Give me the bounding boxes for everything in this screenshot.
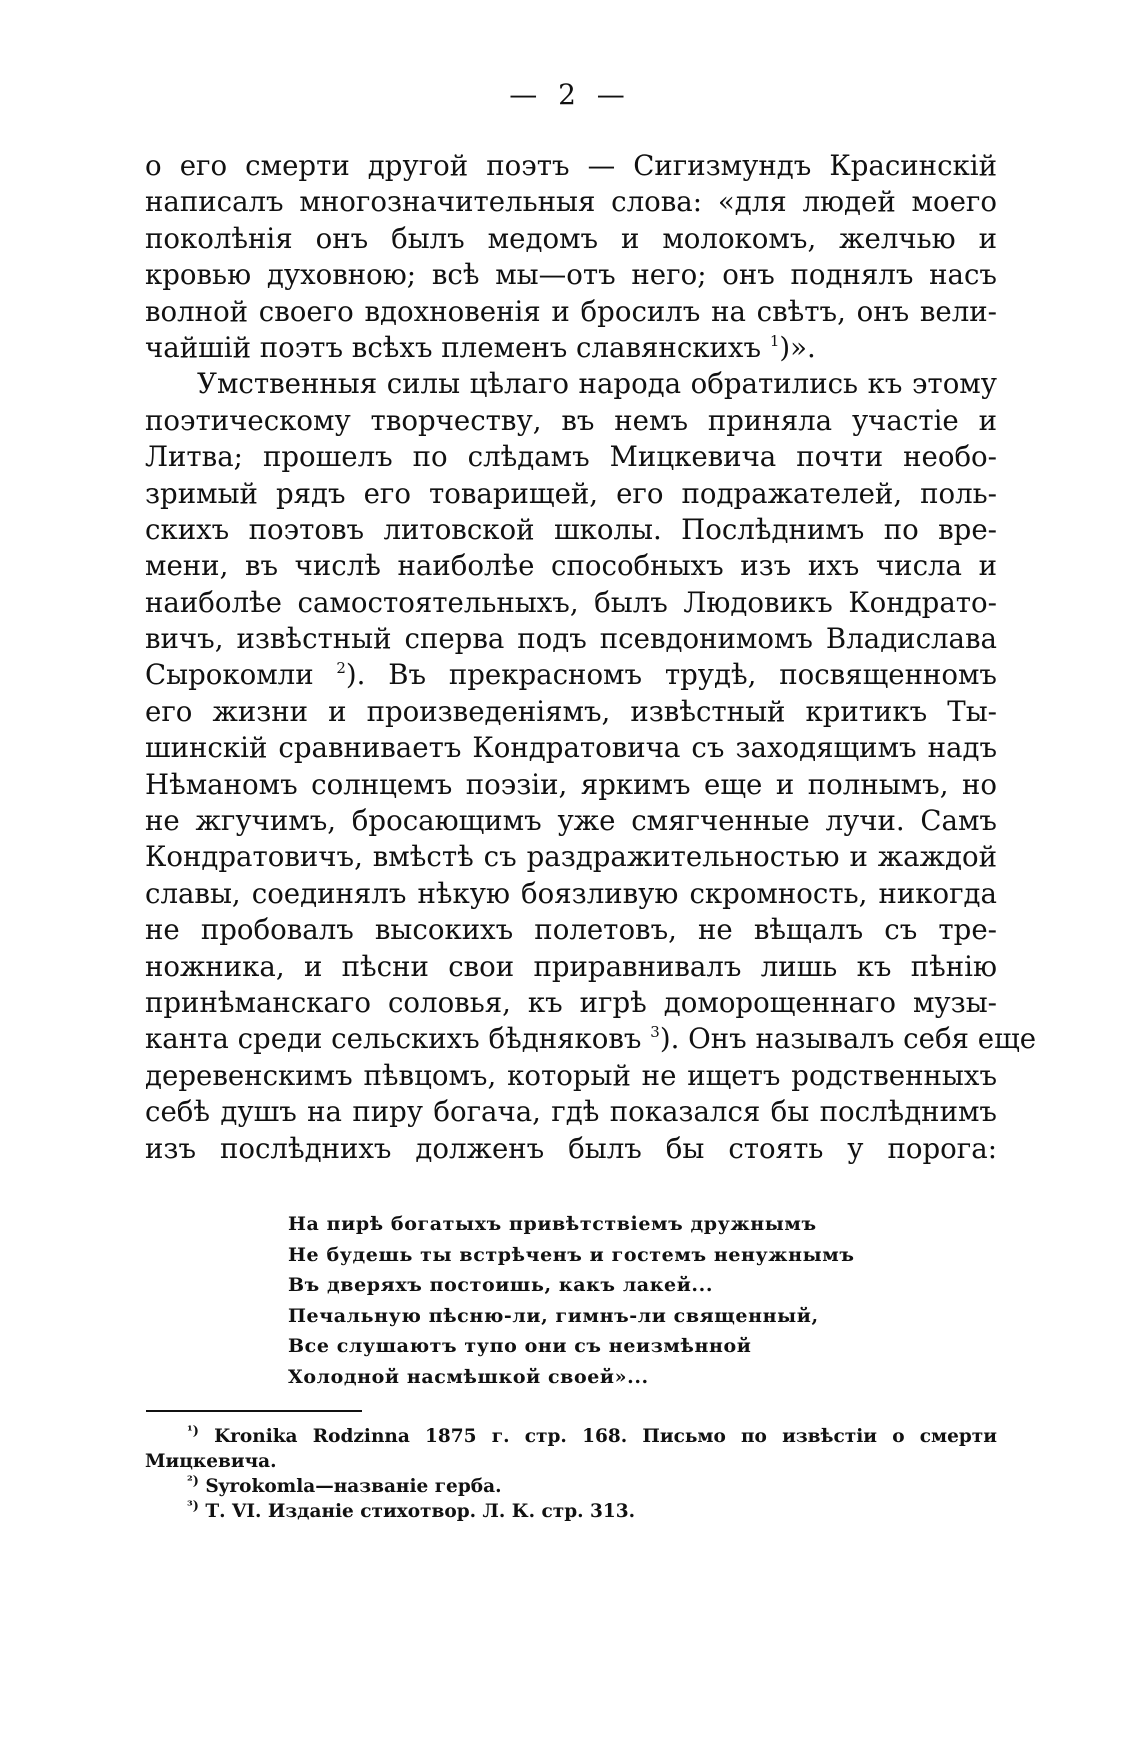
poem-line: Все слушаютъ тупо они съ неизмѣнной: [288, 1335, 752, 1357]
footnote-text: Т. VI. Изданіе стихотвор. Л. К. стр. 313.: [205, 1501, 636, 1522]
text-line: поэтическому творчеству, въ немъ приняла участіе и: [145, 403, 997, 437]
footnote-1: [145, 1424, 997, 1449]
footnote-divider: [146, 1410, 362, 1412]
footnote-2: [145, 1474, 997, 1499]
footnote-text: Kronika Rodzinna 1875 г. стр. 168. Письмо по извѣстіи о смерти: [214, 1426, 997, 1447]
poem-line: Печальную пѣсню-ли, гимнъ-ли священный,: [288, 1304, 819, 1327]
text-line: деревенскимъ пѣвцомъ, который не ищетъ родственныхъ: [145, 1058, 997, 1092]
poem-line: Въ дверяхъ постоишь, какъ лакей...: [288, 1274, 714, 1296]
footnote-mark: ³): [187, 1499, 199, 1514]
text-line: написалъ многозначительныя слова: «для людей моего: [145, 185, 997, 219]
text-line: кровью духовною; всѣ мы—отъ него; онъ поднялъ насъ: [145, 258, 997, 292]
footnote-mark: ¹): [187, 1424, 199, 1439]
text-fragment: канта среди сельскихъ бѣдняковъ: [145, 1022, 651, 1056]
footnote-reference: 2: [336, 659, 346, 678]
text-line: [145, 657, 997, 693]
text-line: о его смерти другой поэтъ — Сигизмундъ Красинскій: [145, 149, 997, 182]
footnote-reference: 3: [650, 1023, 660, 1042]
text-line: принѣманскаго соловья, къ игрѣ доморощеннаго музы-: [145, 985, 997, 1019]
footnote-mark: ²): [187, 1474, 199, 1489]
text-fragment: Сырокомли: [145, 658, 337, 692]
text-line: шинскій сравниваетъ Кондратовича съ заходящимъ надъ: [145, 731, 997, 765]
footnote-1-continued: Мицкевича.: [145, 1451, 277, 1472]
text-line: [145, 1021, 1037, 1057]
poem-quote: [288, 1209, 888, 1392]
text-line: Нѣманомъ солнцемъ поэзіи, яркимъ еще и полнымъ, но: [145, 767, 997, 801]
text-line: не пробовалъ высокихъ полетовъ, не вѣщалъ съ тре-: [145, 913, 997, 947]
text-line: ножника, и пѣсни свои приравнивалъ лишь къ пѣнію: [145, 949, 997, 983]
text-line: мени, въ числѣ наиболѣе способныхъ изъ ихъ числа и: [145, 549, 997, 583]
text-line: [145, 330, 997, 366]
poem-line: Не будешь ты встрѣченъ и гостемъ ненужнымъ: [288, 1243, 855, 1266]
text-line: зримый рядъ его товарищей, его подражателей, поль-: [145, 476, 997, 510]
text-line: вичъ, извѣстный сперва подъ псевдонимомъ Владислава: [145, 622, 997, 656]
text-fragment: )».: [779, 330, 816, 364]
main-text: [145, 148, 1037, 1167]
text-line: Умственныя силы цѣлаго народа обратились къ этому: [197, 367, 997, 401]
text-line: его жизни и произведеніямъ, извѣстный критикъ Ты-: [145, 694, 997, 728]
page-number: — 2 —: [509, 78, 631, 111]
text-line: изъ послѣднихъ долженъ былъ бы стоять у порога:: [145, 1131, 997, 1165]
text-line: Литва; прошелъ по слѣдамъ Мицкевича почти необо-: [145, 440, 997, 474]
text-fragment: ). Въ прекрасномъ трудѣ, посвященномъ: [345, 658, 997, 692]
text-line: славы, соединялъ нѣкую боязливую скромность, никогда: [145, 876, 997, 910]
text-line: себѣ душъ на пиру богача, гдѣ показался бы послѣднимъ: [145, 1095, 997, 1129]
text-line: поколѣнія онъ былъ медомъ и молокомъ, желчью и: [145, 221, 997, 255]
text-line: Кондратовичъ, вмѣстѣ съ раздражительностью и жаждой: [145, 840, 997, 874]
footnotes: [145, 1424, 997, 1524]
footnote-reference: 1: [769, 331, 780, 350]
footnote-3: [145, 1499, 997, 1524]
text-fragment: ). Онъ называлъ себя еще: [659, 1022, 1037, 1056]
text-line: наиболѣе самостоятельныхъ, былъ Людовикъ Кондрато-: [145, 585, 997, 619]
footnote-text: Syrokomla—названіе герба.: [205, 1476, 502, 1497]
text-line: не жгучимъ, бросающимъ уже смягченные лучи. Самъ: [145, 804, 997, 838]
poem-line: На пирѣ богатыхъ привѣтствіемъ дружнымъ: [288, 1213, 817, 1235]
poem-line: Холодной насмѣшкой своей»...: [288, 1365, 649, 1388]
text-line: волной своего вдохновенія и бросилъ на свѣтъ, онъ вели-: [145, 294, 997, 328]
text-line: скихъ поэтовъ литовской школы. Послѣднимъ по вре-: [145, 512, 997, 546]
text-fragment: чайшій поэтъ всѣхъ племенъ славянскихъ: [145, 330, 762, 364]
